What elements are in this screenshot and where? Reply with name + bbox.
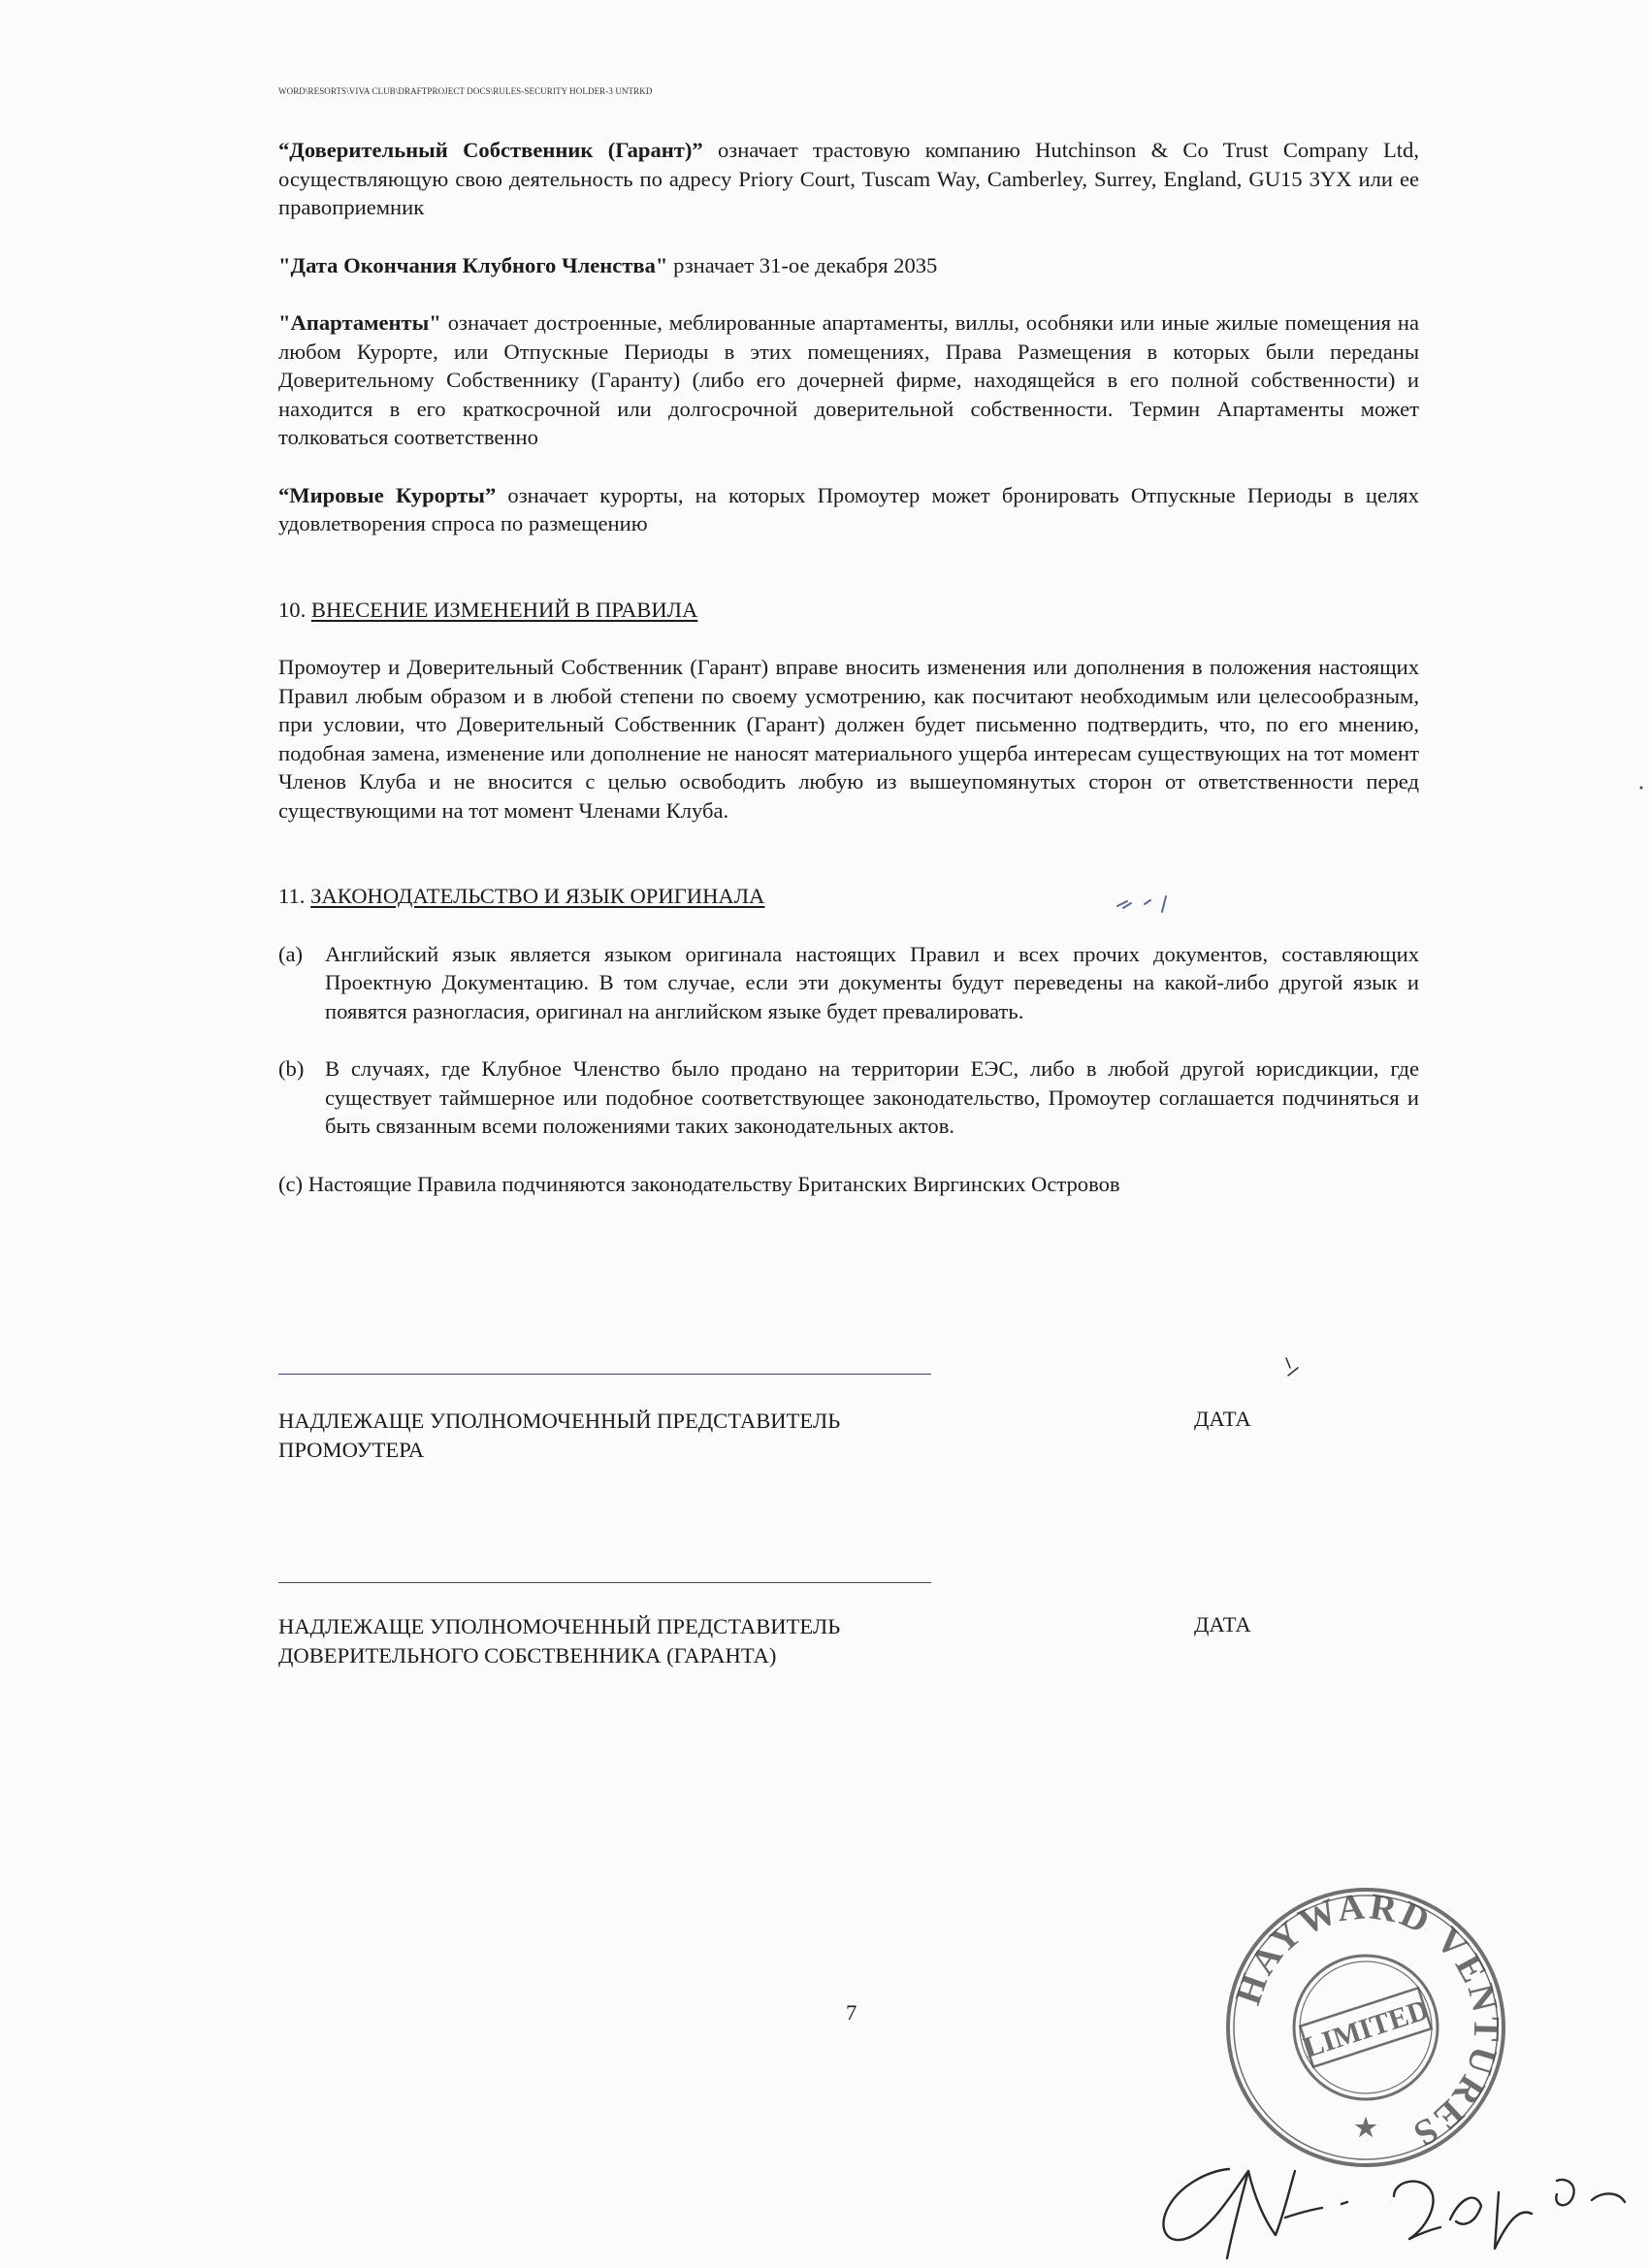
definition-term: "Апартаменты" — [278, 310, 441, 335]
ink-mark — [1114, 891, 1172, 920]
definition-term: “Доверительный Собственник (Гарант)” — [278, 138, 703, 162]
section-11-item-c: (c) Настоящие Правила подчиняются законодательству Британских Виргинских Островов — [278, 1171, 1120, 1196]
document-header-path: WORD\RESORTS\VIVA CLUB\DRAFTPROJECT DOCS\RULES-SECURITY HOLDER-3 UNTRKD — [278, 86, 653, 96]
signature-label-trustee — [278, 1612, 957, 1669]
section-11-heading — [278, 882, 1419, 911]
definition-apartments — [278, 308, 1419, 452]
signature-line-promoter — [278, 1374, 931, 1375]
definition-term: “Мировые Курорты” — [278, 482, 497, 507]
definition-text: означает достроенные, меблированные апартаменты, виллы, особняки или иные жилые помещения на любом Курорте, или Отпускные Периоды в этих помещениях, Права Размещения в которых были переданы Доверительному Собственнику (Гаранту) (либо его дочерней фирме, находящейся в его полной собственности) и находится в его краткосрочной или долгосрочной доверительной собственности. Термин Апартаменты может толковаться соответственно — [278, 310, 1419, 449]
section-number: 11. — [278, 884, 311, 908]
svg-text:HAYWARD VENTURES: HAYWARD VENTURES — [1227, 1886, 1507, 2156]
signature-label-line: ПРОМОУТЕРА — [278, 1437, 425, 1462]
definition-membership-end-date — [278, 251, 1419, 280]
section-title: ЗАКОНОДАТЕЛЬСТВО И ЯЗЫК ОРИГИНАЛА — [310, 884, 765, 908]
item-letter: (a) — [278, 941, 304, 966]
definition-text: рзначает 31-ое декабря 2035 — [667, 252, 938, 277]
item-text: В случаях, где Клубное Членство было продано на территории ЕЭС, либо в любой другой юрисдикции, где существует таймшерное или подобное соответствующее законодательство, Промоутер соглашается подчиняться и быть связанным всеми положениями таких законодательных актов. — [325, 1056, 1419, 1138]
document-body — [278, 136, 1419, 1198]
definition-term: "Дата Окончания Клубного Членства" — [278, 252, 668, 277]
section-number: 10. — [278, 597, 311, 622]
item-text: Английский язык является языком оригинала настоящих Правил и всех прочих документов, составляющих Проектную Документацию. В том случае, если эти документы будут переведены на какой-либо другой язык и появятся разногласия, оригинал на английском языке будет превалировать. — [325, 941, 1419, 1023]
date-label-promoter: ДАТА — [1194, 1407, 1251, 1431]
section-11-item-b — [278, 1054, 1419, 1141]
section-10-heading — [278, 596, 1419, 625]
signature-label-line: НАДЛЕЖАЩЕ УПОЛНОМОЧЕННЫЙ ПРЕДСТАВИТЕЛЬ — [278, 1409, 841, 1433]
ink-mark — [1637, 784, 1645, 792]
definition-text: означает трастовую компанию Hutchinson & Co Trust Company Ltd, осуществляющую свою деятельность по адресу Priory Court, Tuscam Way, Camberley, Surrey, England, GU15 3YX или ее правоприемник — [278, 138, 1419, 219]
item-letter: (b) — [278, 1056, 305, 1081]
signature-label-promoter — [278, 1407, 957, 1464]
date-label-trustee: ДАТА — [1194, 1612, 1251, 1636]
definition-world-resorts — [278, 481, 1419, 538]
signature-label-line: ДОВЕРИТЕЛЬНОГО СОБСТВЕННИКА (ГАРАНТА) — [278, 1642, 777, 1668]
handwritten-signature — [1140, 2113, 1644, 2268]
section-title: ВНЕСЕНИЕ ИЗМЕНЕНИЙ В ПРАВИЛА — [310, 597, 698, 622]
section-10-body: Промоутер и Доверительный Собственник (Гарант) вправе вносить изменения или дополнения в положения настоящих Правил любым образом и в любой степени по своему усмотрению, как посчитают необходимым или целесообразным, при условии, что Доверительный Собственник (Гарант) должен будет письменно подтвердить, что, по его мнению, подобная замена, изменение или дополнение не наносят материального ущерба интересам существующих на тот момент Членов Клуба и не вносится с целью освободить любую из вышеупомянутых сторон от ответственности перед существующими на тот момент Членами Клуба. — [278, 655, 1419, 823]
signature-line-trustee — [278, 1582, 931, 1583]
section-11-item-a — [278, 940, 1419, 1026]
page-number: 7 — [846, 2000, 857, 2025]
svg-text:LIMITED: LIMITED — [1299, 1993, 1433, 2064]
svg-text:★: ★ — [1354, 2114, 1377, 2142]
definition-text: означает курорты, на которых Промоутер может бронировать Отпускные Периоды в целях удовлетворения спроса по размещению — [278, 482, 1419, 535]
definition-trustee — [278, 136, 1419, 222]
signature-label-line: НАДЛЕЖАЩЕ УПОЛНОМОЧЕННЫЙ ПРЕДСТАВИТЕЛЬ — [278, 1614, 841, 1638]
ink-mark — [1282, 1354, 1302, 1379]
